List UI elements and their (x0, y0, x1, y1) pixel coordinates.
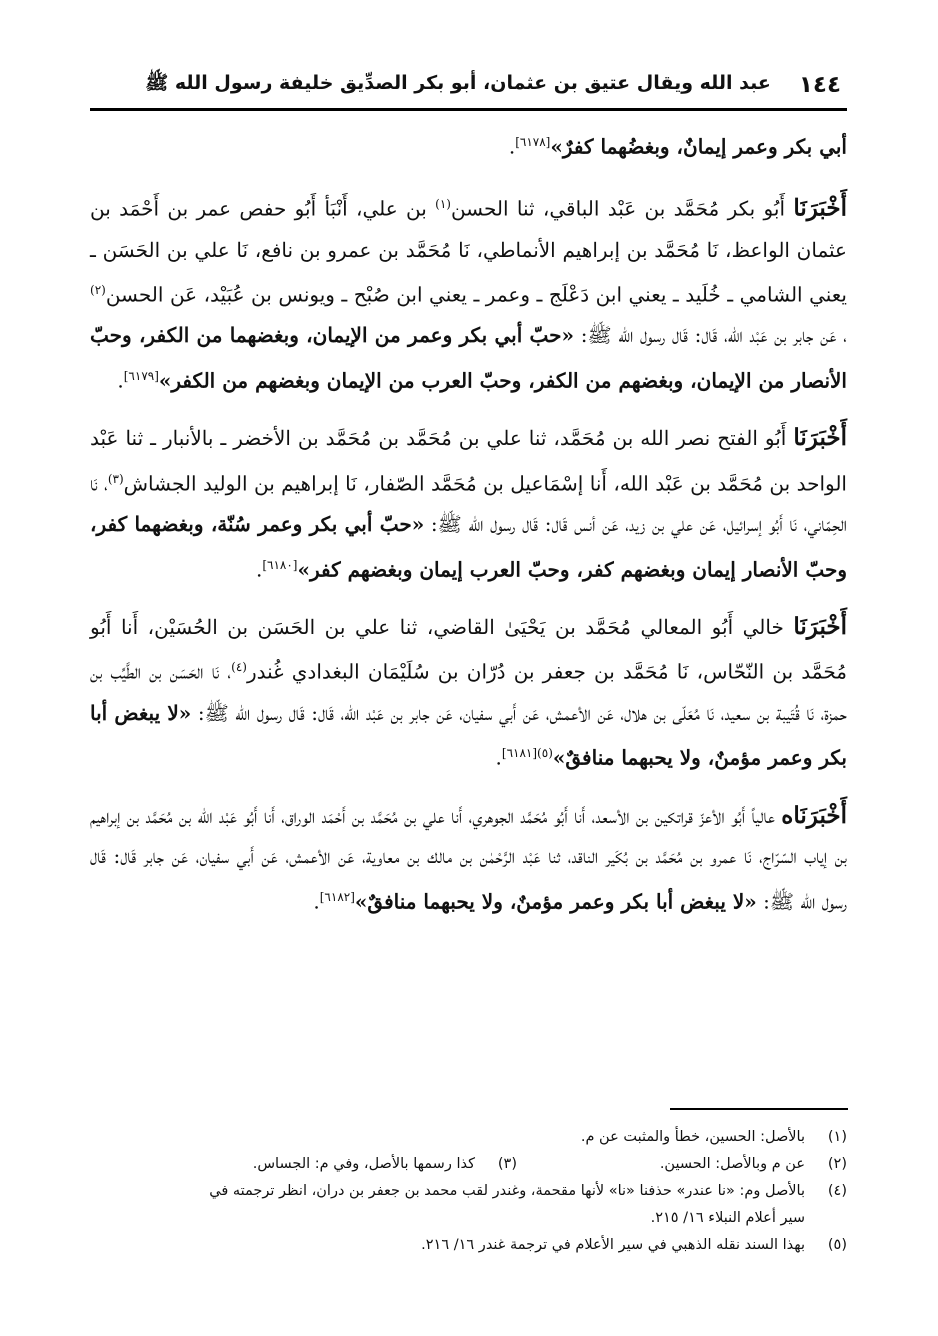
footnote-text: عن م وبالأصل: الحسين. (659, 1156, 805, 1172)
hadith-number: [٦١٨٠] (262, 557, 298, 572)
footnote-marker: (٣) (107, 471, 124, 486)
footnote-4-continuation: سير أعلام النبلاء ١٦/ ٢١٥. (650, 1210, 805, 1226)
running-title: عبد الله ويقال عتيق بن عثمان، أبو بكر الصدِّيق خليفة رسول الله ﷺ (145, 72, 771, 94)
hadith-quote: «حبّ أبي بكر وعمر سُنّة، وبغضهما كفر، وحبّ الأنصار إيمان وبغضهم كفر، وحبّ العرب إيمان وبغضهم كفر» (90, 512, 847, 582)
isnad-text: أَبُو بكر مُحَمَّد بن عَبْد الباقي، ثنا الحسن (450, 196, 794, 221)
quote-continuation: أبي بكر وعمر إيمانٌ، وبغضُهما كفرٌ» (550, 134, 847, 159)
paragraph-4 (90, 607, 847, 779)
isnad-text: عالياً أَبُو الأعزّ قراتكين بن الأسعد، أَنا أَبُو مُحَمَّد الجوهري، أَنا علي بن مُحَمَّد بن أَحْمَد الوراق، أَنا أَبُو عَبْد الله بن مُحَمَّد بن إبراهيم بن إياب السّرّاج، نَا عمرو بن مُحَمَّد بن بُكَير الناقد، ثنا عَبْد الرَّحْمٰن بن مالك بن معاوية، عَن الأعمش، عَن أَبي سفيان، عَن جابر قَال: قَال رسول الله ﷺ: (90, 803, 847, 914)
footnote-marker: (٥) (537, 746, 553, 761)
footnote-row (90, 1151, 847, 1178)
lead-word: أَخْبَرَنَاه (781, 801, 847, 829)
paragraph-1 (90, 122, 847, 167)
footnote-marker: (٢) (90, 283, 106, 298)
paragraph-3 (90, 418, 847, 590)
isnad-text: أَبُو الفتح نصر الله بن مُحَمَّد، ثنا علي بن مُحَمَّد بن مُحَمَّد بن الأخضر ـ بالأنبار ـ ثنا عَبْد الواحد بن مُحَمَّد بن عَبْد الله، أَنا إسْمَاعيل بن مُحَمَّد الصّفار، نَا إبراهيم بن الوليد الجشاش (90, 426, 847, 496)
footnote-marker: (١) (435, 197, 451, 212)
hadith-quote: «حبّ أبي بكر وعمر من الإيمان، وبغضهما من الكفر، وحبّ الأنصار من الإيمان، وبغضهم من الكفر، وحبّ العرب من الإيمان وبغضهم من الكفر» (90, 323, 847, 393)
hadith-quote: «لا يبغض أبا بكر وعمر مؤمنٌ، ولا يحبهما منافقٌ» (354, 889, 757, 914)
hadith-number: [٦١٧٨] (515, 135, 551, 149)
isnad-text: ، نَا الحَسَن بن الطَّيِّب بن حمزة، نَا قُتَيبة بن سعيد، نَا مُعَلّى بن هلال، عَن الأعمش، عَن أَبي سفيان، عَن جابر بن عَبْد الله، قَال: قَال رسول الله ﷺ: (90, 660, 847, 725)
hadith-number: [٦١٨٢] (319, 889, 355, 904)
footnote-5 (90, 1232, 847, 1259)
footnote-text: بالأصل: الحسين، خطأ والمثبت عن م. (580, 1129, 805, 1145)
footnote-text: كذا رسمها بالأصل، وفي م: الجساس. (252, 1156, 475, 1172)
paragraph-end: . (117, 368, 124, 393)
lead-word: أَخْبَرَنَا (793, 424, 847, 452)
footnote-number: (٥) (827, 1237, 847, 1253)
footnote-4 (90, 1178, 847, 1205)
paragraph-end: . (508, 134, 516, 159)
footnote-marker: (٤) (231, 660, 247, 675)
footnote-text: بهذا السند نقله الذهبي في سير الأعلام في ترجمة غندر ١٦/ ٢١٦. (421, 1237, 805, 1253)
hadith-number: [٦١٨١] (501, 746, 538, 761)
footnote-number: (١) (827, 1129, 847, 1145)
footnote-number: (٣) (497, 1156, 517, 1172)
footnotes (90, 1124, 847, 1259)
hadith-quote: «لا يبغض أبا بكر وعمر مؤمنٌ، ولا يحبهما منافقٌ» (90, 700, 847, 770)
footnote-2 (517, 1151, 847, 1178)
isnad-text: ، نَا الحِمّاني، نَا أَبُو إسرائيل، عَن علي بن زيد، عَن أنس قَال: قَال رسول الله ﷺ: (90, 471, 847, 537)
lead-word: أَخْبَرَنَا (793, 194, 847, 222)
paragraph-end: . (255, 557, 263, 582)
footnote-3 (187, 1151, 517, 1178)
footnote-number: (٢) (827, 1156, 847, 1172)
footnote-number: (٤) (827, 1183, 847, 1199)
page-number: ١٤٤ (798, 72, 841, 98)
footnote-text: بالأصل وم: «نا عندر» حذفنا «نا» لأنها مقحمة، وغندر لقب محمد بن جعفر بن دران، انظر ترجمته في (209, 1183, 805, 1199)
lead-word: أَخْبَرَنَا (793, 612, 847, 640)
main-text (90, 122, 847, 939)
paragraph-2 (90, 184, 847, 401)
isnad-text: خالي أَبُو المعالي مُحَمَّد بن يَحْيَىٰ القاضي، ثنا علي بن الحَسَن بن الحُسَيْن، أَنا أَبُو مُحَمَّد بن النّحّاس، نَا مُحَمَّد بن جعفر بن دُرّان بن سُلَيْمَان البغدادي غُندر (90, 614, 847, 685)
hadith-number: [٦١٧٩] (123, 368, 159, 383)
isnad-text: بن علي، أَنْبَأ أَبُو حفص عمر بن أَحْمَد بن عثمان الواعظ، نَا مُحَمَّد بن إبراهيم الأنماطي، نَا مُحَمَّد بن عمرو بن نافع، نَا علي بن الحَسَن ـ يعني الشامي ـ خُلَيد ـ يعني ابن دَعْلَج ـ وعمر ـ يعني ابن صُبْح ـ ويونس بن عُبَيْد، عَن الحسن (90, 196, 848, 307)
paragraph-end: . (313, 889, 320, 914)
footnote-1 (90, 1124, 847, 1151)
paragraph-5 (90, 796, 847, 922)
paragraph-end: . (495, 745, 502, 770)
page-header (90, 62, 847, 111)
isnad-text: ، عَن جابر بن عَبْد الله، قَال: قَال رسول الله ﷺ: (574, 323, 847, 348)
footnote-divider (670, 1108, 848, 1110)
